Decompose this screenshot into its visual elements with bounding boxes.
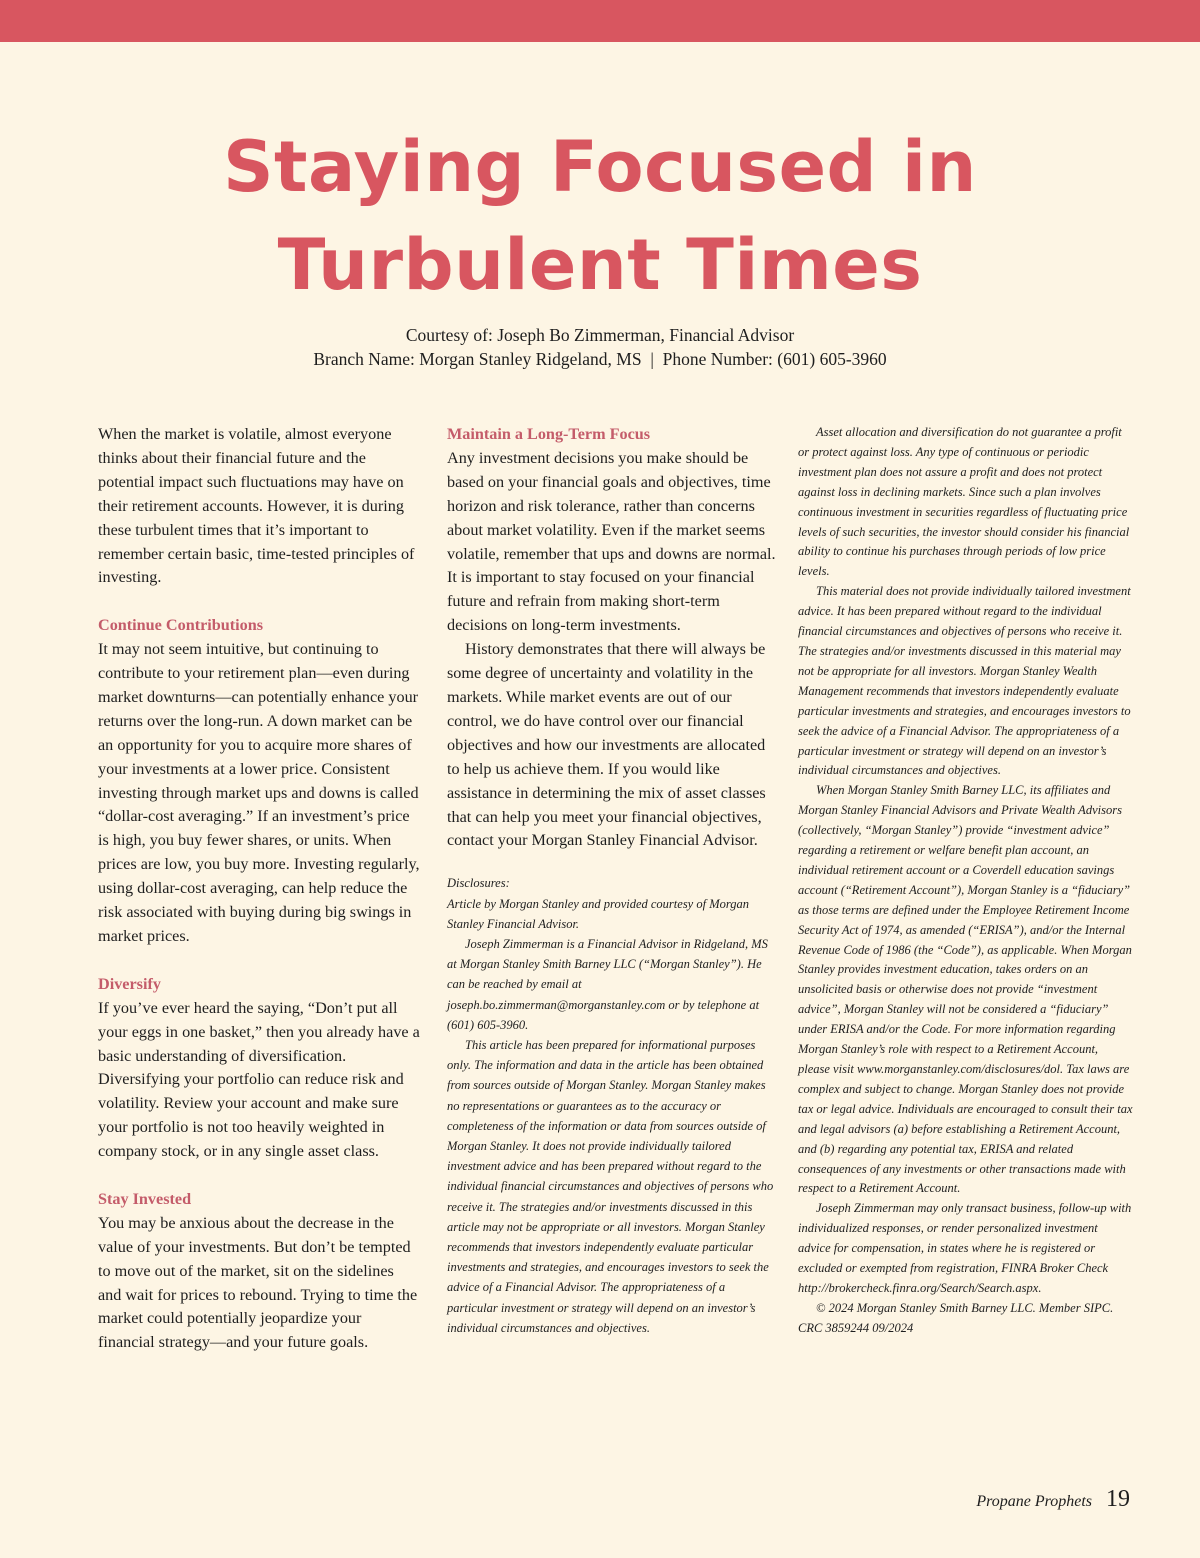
paragraph-long-term-focus-1: Any investment decisions you make should be based on your financial goals and objectives, time horizon and risk tolerance, rather than concerns about market volatility. Even if the market seems volatile, remember that ups and downs are normal. It is important to stay focused on your financial future and refrain from making short-term decisions on long-term investments. xyxy=(447,448,776,635)
branch-line: Branch Name: Morgan Stanley Ridgeland, MS | Phone Number: (601) 605-3960 xyxy=(313,349,887,369)
column-middle xyxy=(447,423,777,1338)
disclosure-fiduciary: When Morgan Stanley Smith Barney LLC, its affiliates and Morgan Stanley Financial Advisors and Private Wealth Advisors (collectively, “Morgan Stanley”) provide “investment advice” regarding a retirement or welfare benefit plan account, an individual retirement account or a Coverdell education savings account (“Retirement Account”), Morgan Stanley is a “fiduciary” as those terms are defined under the Employee Retirement Income Security Act of 1974, as amended (“ERISA”), and/or the Internal Revenue Code of 1986 (the “Code”), as applicable. When Morgan Stanley provides investment education, takes orders on an unsolicited basis or otherwise does not provide “investment advice”, Morgan Stanley will not be considered a “fiduciary” under ERISA and/or the Code. For more information regarding Morgan Stanley’s role with respect to a Retirement Account, please visit www.morganstanley.com/disclosures/dol. Tax laws are complex and subject to change. Morgan Stanley does not provide tax or legal advice. Individuals are encouraged to consult their tax and legal advisors (a) before establishing a Retirement Account, and (b) regarding any potential tax, ERISA and related consequences of any investments or other transactions made with respect to a Retirement Account. xyxy=(798,783,1133,1196)
courtesy-line: Courtesy of: Joseph Bo Zimmerman, Financial Advisor xyxy=(405,325,795,345)
byline xyxy=(0,323,1200,371)
disclosure-registration: Joseph Zimmerman may only transact business, follow-up with individualized responses, or render personalized investment advice for compensation, in states where he is registered or excluded or exempted from registration, FINRA Broker Check http://brokercheck.finra.org/Search/Search.aspx. xyxy=(798,1201,1132,1295)
paragraph-continue-contributions: It may not seem intuitive, but continuing to contribute to your retirement plan—even during market downturns—can potentially enhance your returns over the long-run. A down market can be an opportunity for you to acquire more shares of your investments at a lower price. Consistent investing through market ups and downs is called “dollar-cost averaging.” If an investment’s price is high, you buy fewer shares, or units. When prices are low, you buy more. Investing regularly, using dollar-cost averaging, can help reduce the risk associated with buying during big swings in market prices. xyxy=(98,640,420,946)
intro-paragraph: When the market is volatile, almost everyone thinks about their financial future and the potential impact such fluctuations may have on their retirement accounts. However, it is during these turbulent times that it’s important to remember certain basic, time-tested principles of investing. xyxy=(98,425,415,587)
disclosure-1: Article by Morgan Stanley and provided courtesy of Morgan Stanley Financial Advisor. xyxy=(447,896,750,931)
disclosure-3: This article has been prepared for informational purposes only. The information and data in the article has been obtained from sources outside of Morgan Stanley. Morgan Stanley makes no representations or guarantees as to the accuracy or completeness of the information or data from sources outside of Morgan Stanley. It does not provide individually tailored investment advice and has been prepared without regard to the individual financial circumstances and objectives of persons who receive it. The strategies and/or investments discussed in this article may not be appropriate or all investors. Morgan Stanley recommends that investors independently evaluate particular investments and strategies, and encourages investors to seek the advice of a Financial Advisor. The appropriateness of a particular investment or strategy will depend on an investor’s individual circumstances and objectives. xyxy=(447,1037,774,1335)
disclosure-asset-allocation: Asset allocation and diversification do not guarantee a profit or protect against loss. Any type of continuous or periodic investment plan does not assure a profit and does not protect against loss in declining markets. Since such a plan involves continuous investment in securities regardless of fluctuating price levels of such securities, the investor should consider his financial ability to continue his purchases through periods of low price levels. xyxy=(798,425,1130,579)
column-right-disclosures xyxy=(798,423,1133,1339)
disclosures-label: Disclosures: xyxy=(447,876,510,891)
column-left xyxy=(98,423,420,1355)
paragraph-stay-invested: You may be anxious about the decrease in the value of your investments. But don’t be tempted to move out of the market, sit on the sidelines and wait for prices to rebound. Trying to time the market could potentially jeopardize your financial strategy—and your future goals. xyxy=(98,1213,418,1352)
paragraph-long-term-focus-2: History demonstrates that there will always be some degree of uncertainty and volatility in the markets. While market events are out of our control, we do have control over our financial objectives and how our investments are allocated to help us achieve them. If you would like assistance in determining the mix of asset classes that can help you meet your financial objectives, contact your Morgan Stanley Financial Advisor. xyxy=(447,640,766,850)
heading-long-term-focus: Maintain a Long-Term Focus xyxy=(447,425,651,443)
heading-stay-invested: Stay Invested xyxy=(98,1189,192,1208)
heading-diversify: Diversify xyxy=(98,974,161,993)
disclosure-tailored-advice: This material does not provide individually tailored investment advice. It has been prepared without regard to the individual financial circumstances and objectives of persons who receive it. The strategies and/or investments discussed in this material may not be appropriate for all investors. Morgan Stanley Wealth Management recommends that investors independently evaluate particular investments and strategies, and encourages investors to seek the advice of a Financial Advisor. The appropriateness of a particular investment or strategy will depend on an investor’s individual circumstances and objectives. xyxy=(798,584,1131,778)
article-title xyxy=(0,118,1200,314)
title-line-2: Turbulent Times xyxy=(277,224,923,306)
page-number: 19 xyxy=(1106,1486,1130,1512)
top-accent-bar xyxy=(0,0,1200,42)
paragraph-diversify: If you’ve ever heard the saying, “Don’t put all your eggs in one basket,” then you already have a basic understanding of diversification. Diversifying your portfolio can reduce risk and volatility. Review your account and make sure your portfolio is not too heavily weighted in company stock, or in any single asset class. xyxy=(98,998,420,1161)
disclosures-block xyxy=(447,873,777,1338)
page-footer xyxy=(976,1486,1130,1513)
copyright-notice: © 2024 Morgan Stanley Smith Barney LLC. Member SIPC. CRC 3859244 09/2024 xyxy=(798,1300,1114,1335)
heading-continue-contributions: Continue Contributions xyxy=(98,616,264,635)
disclosure-2: Joseph Zimmerman is a Financial Advisor in Ridgeland, MS at Morgan Stanley Smith Barney LLC (“Morgan Stanley”). He can be reached by email at joseph.bo.zimmerman@morganstanley.com or by telephone at (601) 605-3960. xyxy=(447,936,768,1032)
title-line-1: Staying Focused in xyxy=(223,126,977,208)
magazine-name: Propane Prophets xyxy=(976,1493,1092,1510)
